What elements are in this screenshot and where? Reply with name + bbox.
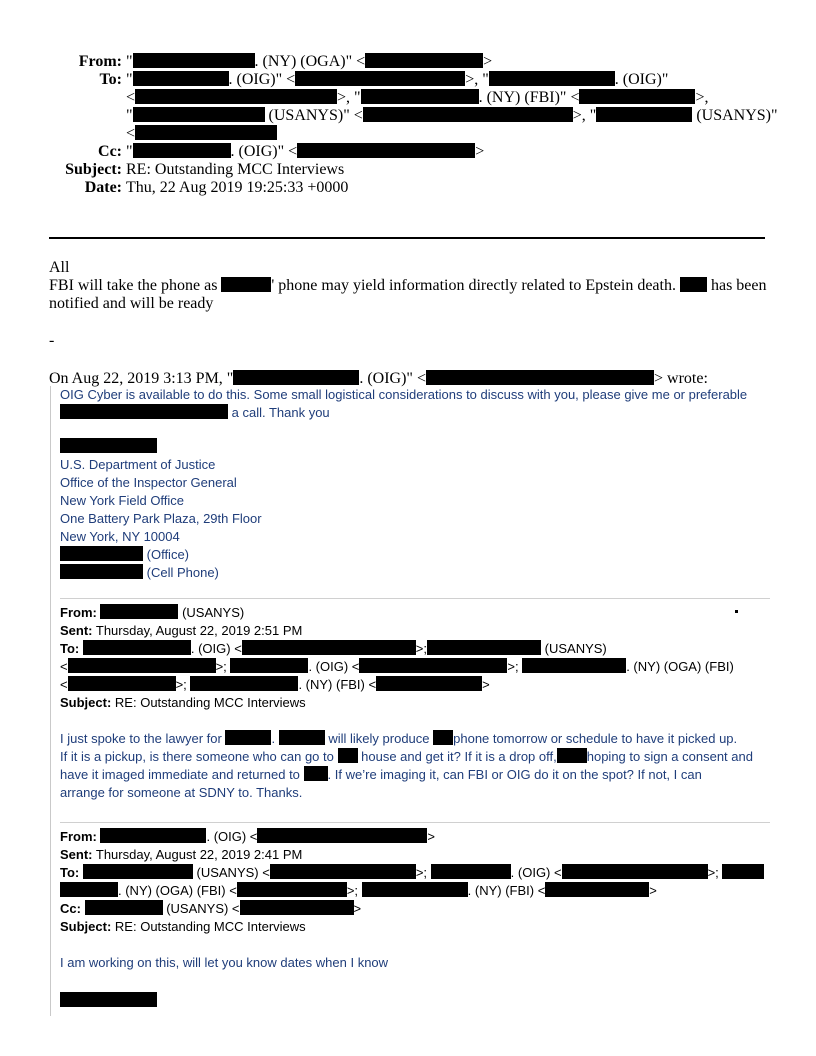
redaction [545,882,649,897]
cc-label: Cc: [98,143,122,160]
date-value: Thu, 22 Aug 2019 19:25:33 +0000 [126,179,349,196]
from-row: From: " . (NY) (OGA)" < > [30,53,790,71]
quoted-email-3-body [60,954,772,1010]
body-text: house and get it? If it is a drop off, [361,749,557,764]
to-text: >; [415,641,428,656]
sent-value: Thursday, August 22, 2019 2:51 PM [95,623,303,638]
redaction [426,370,654,385]
to-text: >; [215,659,227,674]
message-body [49,259,769,313]
signature-line: U.S. Department of Justice [60,457,216,472]
redaction [489,71,615,86]
redaction [60,404,228,419]
separator [60,598,770,599]
quoted-thread [50,386,771,1016]
dash: - [49,332,55,349]
body-text: has been [710,277,767,294]
quoted-text: a call. Thank you [231,405,330,420]
quoted-email-2-header [60,604,772,712]
redaction [135,125,277,140]
redaction [361,89,479,104]
to-text: > [482,677,490,692]
to-text: > [649,883,657,898]
from-label: From: [60,605,97,620]
attribution-text: > wrote: [653,370,708,387]
redaction [133,71,229,86]
body-text: I just spoke to the lawyer for [60,731,222,746]
redaction [557,748,587,763]
redaction [522,658,626,673]
redaction [680,277,707,292]
cc-row: Cc: " . (OIG)" < > [30,143,790,161]
cc-label: Cc: [60,901,81,916]
body-text: have it imaged immediate and returned to [60,767,300,782]
body-line: notified and will be ready [49,295,214,312]
to-text: . (NY) (FBI) < [467,883,546,898]
to-label: To: [60,865,80,880]
from-value: . (OIG) < [206,829,258,844]
redaction [295,71,465,86]
body-text: . If we’re imaging it, can FBI or OIG do it on the spot? If not, I can [327,767,702,782]
quoted-text: OIG Cyber is available to do this. Some small logistical considerations to discuss with you, please give me or preferable [60,387,748,402]
signature-line: New York Field Office [60,493,185,508]
redaction [237,882,347,897]
redaction [579,89,695,104]
sent-value: Thursday, August 22, 2019 2:41 PM [95,847,303,862]
to-text: . (NY) (FBI)" < [478,89,580,106]
greeting: All [49,259,70,276]
from-value: (USANYS) [182,605,245,620]
redaction [257,828,427,843]
body-text: If it is a pickup, is there someone who can go to [60,749,334,764]
body-text: will likely produce [328,731,430,746]
from-label: From: [78,53,122,70]
redaction [279,730,325,745]
to-text: >; [175,677,187,692]
redaction [190,676,298,691]
redaction [376,676,482,691]
redaction [221,277,271,292]
to-text: >, " [465,71,489,88]
redaction [722,864,764,879]
to-text: (USANYS)" < [268,107,363,124]
body-text: ' phone may yield information directly related to Epstein death. [271,277,676,294]
to-text: . (OIG) < [510,865,562,880]
subject-label: Subject: [60,919,112,934]
to-text: . (OIG) < [190,641,242,656]
to-text: . (NY) (OGA) (FBI) < [118,883,237,898]
body-text: . [271,731,276,746]
redaction [85,900,163,915]
redaction [230,658,308,673]
subject-value: RE: Outstanding MCC Interviews [114,919,306,934]
signature-line: One Battery Park Plaza, 29th Floor [60,511,262,526]
cell-phone-label: (Cell Phone) [146,565,219,580]
redaction [362,882,468,897]
redaction [135,89,337,104]
to-row [30,71,790,143]
from-value: . (NY) (OGA)" < [254,53,366,70]
redaction [596,107,692,122]
separator [60,822,770,823]
redaction [83,640,191,655]
redaction [60,438,157,453]
redaction [133,53,255,68]
attribution-text: On Aug 22, 2019 3:13 PM, " [49,370,234,387]
redaction [100,828,206,843]
subject-label: Subject: [60,695,112,710]
body-text: hoping to sign a consent and [586,749,753,764]
to-text: . (OIG) < [308,659,360,674]
office-phone-label: (Office) [146,547,190,562]
to-text: >; [507,659,519,674]
redaction [240,900,354,915]
body-text: arrange for someone at SDNY to. Thanks. [60,785,303,800]
signature-line: Office of the Inspector General [60,475,237,490]
to-text: . (OIG)" [614,71,669,88]
redaction [433,730,453,745]
attribution-text: . (OIG)" < [359,370,426,387]
redaction [359,658,507,673]
to-text: (USANYS) < [196,865,270,880]
redaction [562,864,708,879]
redaction [60,546,143,561]
redaction [427,640,541,655]
redaction [242,640,416,655]
to-text: < [60,677,68,692]
subject-label: Subject: [65,161,122,178]
body-line [49,277,769,295]
to-text: (USANYS) [544,641,607,656]
quoted-email-2-body [60,730,772,802]
to-label: To: [99,71,122,88]
redaction [133,143,231,158]
body-text: FBI will take the phone as [49,277,218,294]
email-header [30,53,790,197]
redaction [100,604,178,619]
redaction [68,658,216,673]
body-text: phone tomorrow or schedule to have it picked up. [453,731,738,746]
cc-value: (USANYS) < [166,901,240,916]
redaction [133,107,265,122]
quoted-message-1 [60,386,772,422]
redaction [225,730,271,745]
to-value: " . (OIG)" < >, " . (OIG)" < >, " . (NY) (FBI)" < >, " (USANYS)" < >, " (USANYS)" < [126,71,778,142]
subject-value: RE: Outstanding MCC Interviews [126,161,345,178]
redaction [297,143,475,158]
redaction [363,107,573,122]
to-text: . (NY) (OGA) (FBI) [626,659,734,674]
redaction [60,992,157,1007]
to-text: >, [695,89,709,106]
to-text: (USANYS)" [696,107,778,124]
quoted-email-3-header [60,828,772,936]
redaction [60,882,118,897]
to-text: >, " [337,89,361,106]
redaction [304,766,328,781]
redaction [431,864,511,879]
redaction [68,676,176,691]
redaction [60,564,143,579]
redaction [83,864,193,879]
cc-value: > [353,901,362,916]
sent-label: Sent: [60,847,93,862]
to-text: >; [707,865,719,880]
to-text: >, " [572,107,597,124]
subject-value: RE: Outstanding MCC Interviews [114,695,306,710]
redaction [270,864,416,879]
to-text: . (NY) (FBI) < [298,677,377,692]
date-label: Date: [84,179,122,196]
from-label: From: [60,829,97,844]
redaction [365,53,483,68]
signature-line: New York, NY 10004 [60,529,180,544]
to-label: To: [60,641,80,656]
header-divider [49,237,765,239]
body-text: I am working on this, will let you know dates when I know [60,955,389,970]
redaction [233,370,359,385]
subject-row [30,161,790,179]
redaction [338,748,358,763]
from-value: > [427,829,435,844]
to-text: . (OIG)" < [228,71,296,88]
to-text: >; [415,865,428,880]
cc-value: . (OIG)" < [230,143,298,160]
sent-label: Sent: [60,623,93,638]
to-text: >; [346,883,359,898]
to-text: < [60,659,68,674]
signature [60,438,772,582]
date-row [30,179,790,197]
